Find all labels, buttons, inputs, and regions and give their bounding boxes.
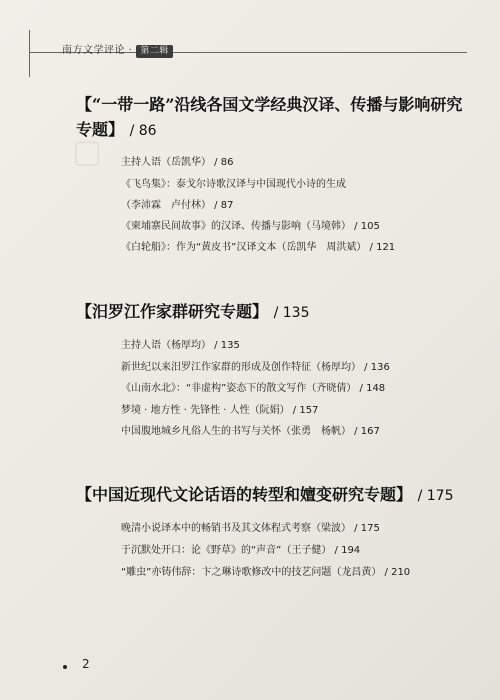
page-number: 2: [82, 657, 90, 671]
toc-entry: （李沛霖 卢付林） / 87: [121, 200, 234, 211]
toc-entry: 《山南水北》：“非虚构”姿态下的散文写作（齐晓倩） / 148: [121, 383, 386, 394]
section-title-belt-road: [76, 92, 476, 144]
toc-entry: 主持人语（杨厚均） / 135: [121, 340, 240, 351]
running-header: [62, 41, 173, 58]
toc-entry: 晚清小说译本中的畅销书及其文体程式考察（梁波） / 175: [121, 523, 380, 534]
section-title-text: 【“一带一路”沿线各国文学经典汉译、传播与影响研究专题】: [76, 95, 463, 139]
toc-entry: 于沉默处开口：论《野草》的“声音”（王子健） / 194: [121, 545, 361, 556]
section-page: / 135: [273, 305, 310, 321]
section-title-miluo-writers: [76, 299, 476, 326]
toc-entry: 中国腹地城乡凡俗人生的书写与关怀（张勇 杨帆） / 167: [121, 426, 380, 437]
issue-badge: 第二辑: [136, 45, 173, 58]
footer-bullet: [63, 665, 67, 669]
section-title-text: 【中国近现代文论话语的转型和嬗变研究专题】: [76, 485, 413, 504]
section-page: / 175: [417, 488, 454, 504]
toc-entry: 主持人语（岳凯华） / 86: [121, 157, 234, 168]
toc-entry: 《白轮船》：作为“黄皮书”汉译文本（岳凯华 周洪斌） / 121: [121, 242, 396, 253]
toc-entry: 新世纪以来汨罗江作家群的形成及创作特征（杨厚均） / 136: [121, 362, 390, 373]
toc-entry: 梦境 · 地方性 · 先锋性 · 人性（阮娟） / 157: [121, 405, 319, 416]
journal-title: 南方文学评论 ·: [62, 45, 133, 56]
header-rule-vertical: [29, 30, 30, 77]
section-page: / 86: [129, 123, 157, 139]
section-title-modern-discourse: [76, 482, 476, 509]
bleed-through-ghost: ▢: [72, 132, 103, 170]
toc-entry: “雕虫”亦铸伟辞：卞之琳诗歌修改中的技艺问题（龙昌黄） / 210: [121, 567, 411, 578]
toc-entry: 《飞鸟集》：泰戈尔诗歌汉译与中国现代小诗的生成: [121, 179, 346, 190]
section-title-text: 【汨罗江作家群研究专题】: [76, 302, 269, 321]
toc-entry: 《柬埔寨民间故事》的汉译、传播与影响（马境韩） / 105: [121, 221, 380, 232]
